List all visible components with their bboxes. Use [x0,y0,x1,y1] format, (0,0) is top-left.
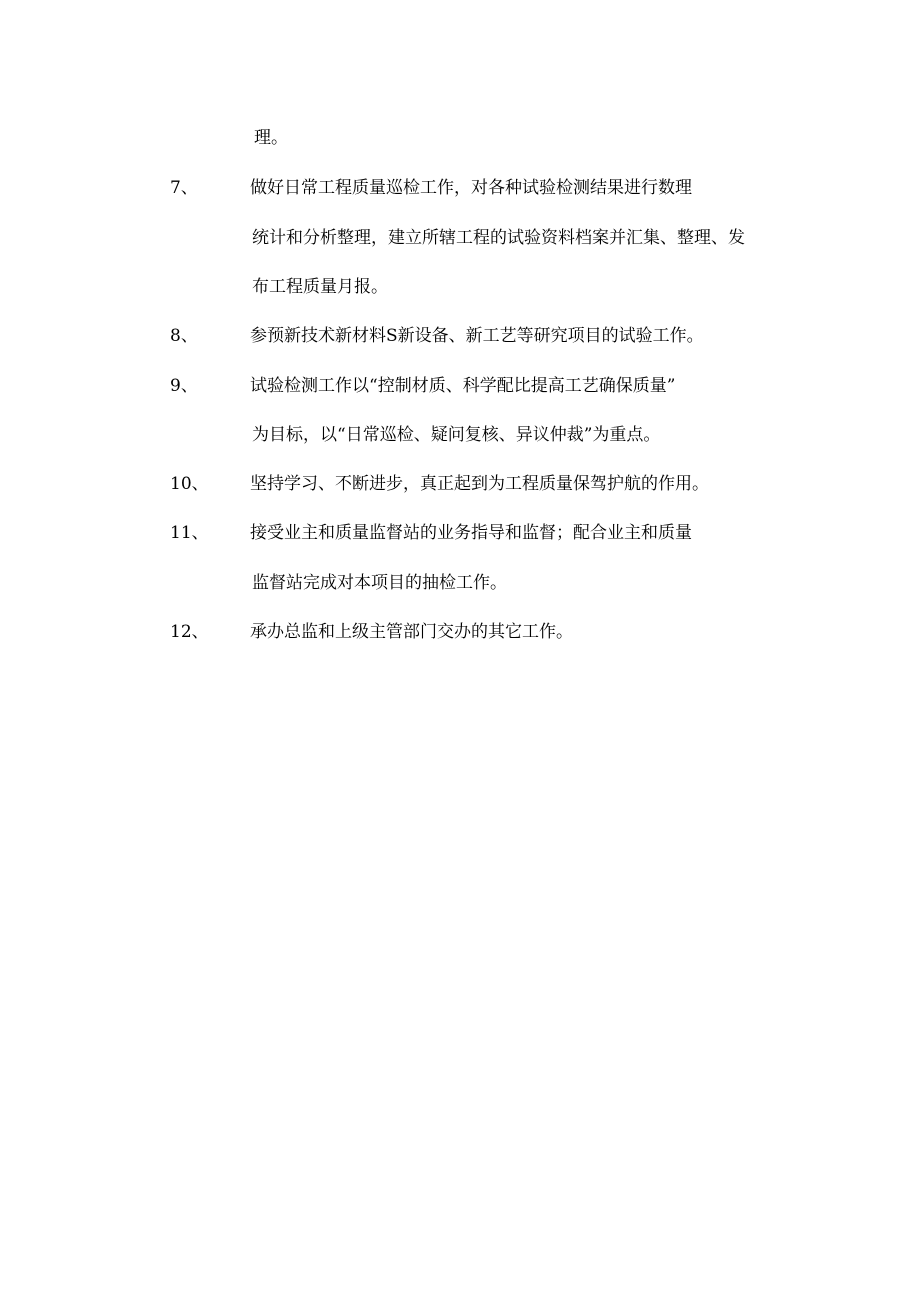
item-number: 9、 [170,376,198,396]
item-text-line: 试验检测工作以“控制材质、科学配比提高工艺确保质量” [250,376,676,396]
item-text-line: 承办总监和上级主管部门交办的其它工作。 [250,622,573,642]
item-text-line: 参预新技术新材料S新设备、新工艺等研究项目的试验工作。 [250,326,704,346]
item-number: 8、 [170,326,198,346]
item-text-line: 接受业主和质量监督站的业务指导和监督；配合业主和质量 [250,523,692,543]
item-text-line: 做好日常工程质量巡检工作，对各种试验检测结果进行数理 [250,178,692,198]
item-text-line: 布工程质量月报。 [252,277,388,297]
item-text-line: 监督站完成对本项目的抽检工作。 [252,573,507,593]
item-text-line: 坚持学习、不断进步，真正起到为工程质量保驾护航的作用。 [250,474,709,494]
item-number: 12、 [170,622,209,642]
item-number: 11、 [170,523,209,543]
item-text-line: 为目标，以“日常巡检、疑问复核、异议仲裁”为重点。 [252,425,661,445]
continuation-line: 理。 [254,128,288,148]
item-text-line: 统计和分析整理，建立所辖工程的试验资料档案并汇集、整理、发 [252,228,745,248]
item-number: 7、 [170,178,198,198]
item-number: 10、 [170,474,209,494]
